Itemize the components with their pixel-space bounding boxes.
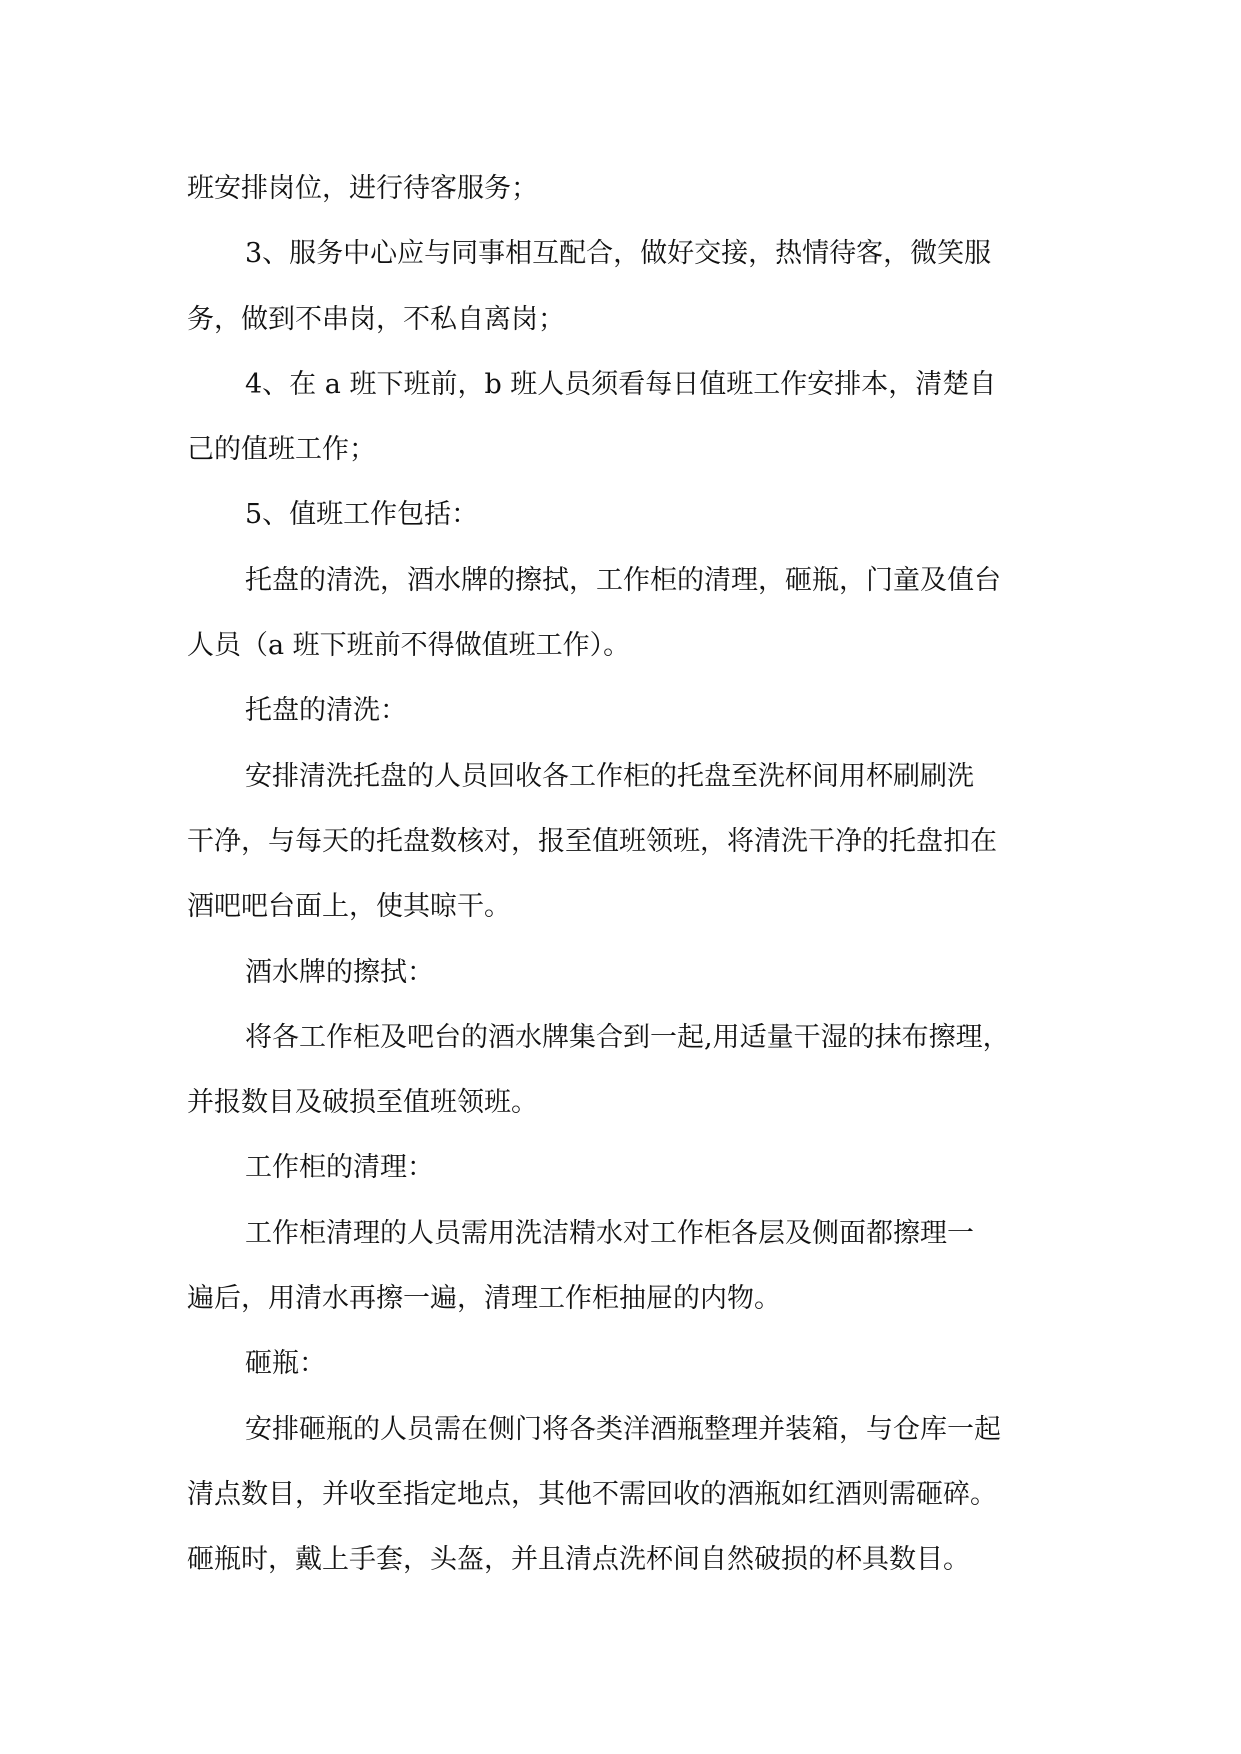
text-line: 4、在 a 班下班前，b 班人员须看每日值班工作安排本，清楚自 <box>245 368 997 400</box>
text-line: 工作柜清理的人员需用洗洁精水对工作柜各层及侧面都擦理一 <box>245 1217 974 1249</box>
text-line: 干净，与每天的托盘数核对，报至值班领班，将清洗干净的托盘扣在 <box>187 825 997 857</box>
text-line: 己的值班工作； <box>187 434 376 466</box>
text-line: 将各工作柜及吧台的酒水牌集合到一起,用适量干湿的抹布擦理， <box>245 1021 1010 1053</box>
text-line: 遍后，用清水再擦一遍，清理工作柜抽屉的内物。 <box>187 1283 781 1315</box>
text-line: 安排清洗托盘的人员回收各工作柜的托盘至洗杯间用杯刷刷洗 <box>245 760 974 792</box>
text-line: 5、值班工作包括： <box>245 499 479 531</box>
text-line: 清点数目，并收至指定地点，其他不需回收的酒瓶如红酒则需砸碎。 <box>187 1478 997 1510</box>
text-line: 3、服务中心应与同事相互配合，做好交接，热情待客，微笑服 <box>245 238 992 270</box>
text-line: 班安排岗位，进行待客服务； <box>187 173 538 204</box>
text-line: 并报数目及破损至值班领班。 <box>187 1087 538 1119</box>
text-line: 酒水牌的擦拭： <box>245 956 434 988</box>
text-line: 托盘的清洗： <box>245 695 407 727</box>
text-line: 砸瓶时，戴上手套，头盔，并且清点洗杯间自然破损的杯具数目。 <box>187 1544 970 1576</box>
text-line: 务，做到不串岗，不私自离岗； <box>187 303 565 335</box>
text-line: 人员（a 班下班前不得做值班工作）。 <box>187 630 631 662</box>
text-line: 托盘的清洗，酒水牌的擦拭，工作柜的清理，砸瓶，门童及值台 <box>245 564 1001 596</box>
text-line: 工作柜的清理： <box>245 1152 434 1184</box>
text-line: 酒吧吧台面上，使其晾干。 <box>187 891 511 923</box>
text-line: 安排砸瓶的人员需在侧门将各类洋酒瓶整理并装箱，与仓库一起 <box>245 1413 1001 1445</box>
document-body <box>187 156 1067 1593</box>
text-line: 砸瓶： <box>245 1348 326 1380</box>
